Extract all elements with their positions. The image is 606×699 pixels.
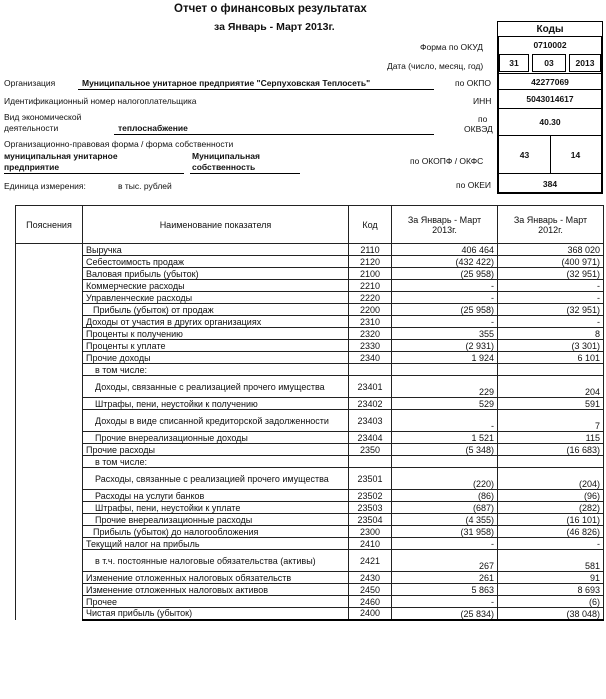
cell-note bbox=[16, 304, 83, 316]
cell-code: 2410 bbox=[349, 538, 392, 550]
cell-note bbox=[16, 538, 83, 550]
table-row bbox=[16, 538, 604, 550]
okud-value: 0710002 bbox=[533, 40, 567, 50]
cell-code: 2110 bbox=[349, 244, 392, 256]
table-row bbox=[16, 410, 604, 432]
cell-name: Штрафы, пени, неустойки к уплате bbox=[83, 502, 349, 514]
table-row bbox=[16, 572, 604, 584]
activity-label-2: деятельности bbox=[4, 123, 59, 133]
table-row bbox=[16, 328, 604, 340]
cell-note bbox=[16, 490, 83, 502]
cell-note bbox=[16, 514, 83, 526]
cell-note bbox=[16, 268, 83, 280]
cell-name: Изменение отложенных налоговых обязательств bbox=[83, 572, 349, 584]
table-row bbox=[16, 456, 604, 468]
table-row bbox=[16, 340, 604, 352]
cell-name: в т.ч. постоянные налоговые обязательства (активы) bbox=[83, 550, 349, 572]
cell-name: Штрафы, пени, неустойки к получению bbox=[83, 398, 349, 410]
table-row bbox=[16, 398, 604, 410]
cell-current: - bbox=[392, 280, 498, 292]
cell-previous: 8 bbox=[498, 328, 604, 340]
cell-previous: (400 971) bbox=[498, 256, 604, 268]
cell-note bbox=[16, 244, 83, 256]
cell-previous: (32 951) bbox=[498, 304, 604, 316]
org-label: Организация bbox=[4, 78, 56, 88]
cell-code: 23404 bbox=[349, 432, 392, 444]
cell-previous: (282) bbox=[498, 502, 604, 514]
okved-label-1: по bbox=[478, 114, 488, 124]
cell-previous: 8 693 bbox=[498, 584, 604, 596]
unit-value: в тыс. рублей bbox=[118, 181, 172, 191]
cell-current: 261 bbox=[392, 572, 498, 584]
cell-name: Прочие внереализационные расходы bbox=[83, 514, 349, 526]
cell-note bbox=[16, 526, 83, 538]
cell-previous: 591 bbox=[498, 398, 604, 410]
table-row bbox=[16, 502, 604, 514]
activity-label-1: Вид экономической bbox=[4, 112, 82, 122]
cell-previous: (6) bbox=[498, 596, 604, 608]
col-header-note: Пояснения bbox=[16, 206, 83, 244]
cell-previous: 368 020 bbox=[498, 244, 604, 256]
cell-name: в том числе: bbox=[83, 364, 349, 376]
cell-previous: 7 bbox=[498, 410, 604, 432]
cell-code: 2450 bbox=[349, 584, 392, 596]
cell-code: 23401 bbox=[349, 376, 392, 398]
cell-note bbox=[16, 292, 83, 304]
table-row bbox=[16, 444, 604, 456]
date-day: 31 bbox=[499, 54, 529, 72]
cell-note bbox=[16, 468, 83, 490]
cell-previous: 91 bbox=[498, 572, 604, 584]
cell-previous: (46 826) bbox=[498, 526, 604, 538]
table-row bbox=[16, 432, 604, 444]
cell-code: 2430 bbox=[349, 572, 392, 584]
legal-form-value-2: предприятие bbox=[4, 162, 60, 172]
cell-name: Прибыль (убыток) от продаж bbox=[83, 304, 349, 316]
cell-note bbox=[16, 340, 83, 352]
table-row bbox=[16, 280, 604, 292]
cell-name: в том числе: bbox=[83, 456, 349, 468]
okei-value: 384 bbox=[542, 179, 558, 189]
cell-current: (4 355) bbox=[392, 514, 498, 526]
cell-current: 267 bbox=[392, 550, 498, 572]
cell-note bbox=[16, 256, 83, 268]
cell-current: (25 834) bbox=[392, 608, 498, 620]
cell-previous: - bbox=[498, 292, 604, 304]
cell-current: 1 521 bbox=[392, 432, 498, 444]
okved-label-2: ОКВЭД bbox=[464, 124, 493, 134]
cell-name: Выручка bbox=[83, 244, 349, 256]
cell-code: 2400 bbox=[349, 608, 392, 620]
financial-results-table bbox=[15, 205, 604, 621]
cell-note bbox=[16, 444, 83, 456]
table-row bbox=[16, 596, 604, 608]
cell-name: Изменение отложенных налоговых активов bbox=[83, 584, 349, 596]
inn-label: ИНН bbox=[473, 96, 492, 106]
cell-note bbox=[16, 456, 83, 468]
cell-current: 355 bbox=[392, 328, 498, 340]
okopf-value: 43 bbox=[499, 136, 551, 174]
cell-current: - bbox=[392, 596, 498, 608]
table-row bbox=[16, 376, 604, 398]
cell-current: (220) bbox=[392, 468, 498, 490]
okopf-label: по ОКОПФ / ОКФС bbox=[410, 156, 484, 166]
cell-code: 23504 bbox=[349, 514, 392, 526]
ownership-value-2: собственность bbox=[192, 162, 256, 172]
table-row bbox=[16, 304, 604, 316]
cell-name: Прочие расходы bbox=[83, 444, 349, 456]
cell-code: 2460 bbox=[349, 596, 392, 608]
cell-code: 2210 bbox=[349, 280, 392, 292]
cell-code: 2120 bbox=[349, 256, 392, 268]
cell-note bbox=[16, 352, 83, 364]
cell-code: 23502 bbox=[349, 490, 392, 502]
date-month: 03 bbox=[532, 54, 566, 72]
cell-current: 1 924 bbox=[392, 352, 498, 364]
table-row bbox=[16, 468, 604, 490]
report-title: Отчет о финансовых результатах bbox=[174, 3, 367, 15]
okei-label: по ОКЕИ bbox=[456, 180, 492, 190]
cell-name: Валовая прибыль (убыток) bbox=[83, 268, 349, 280]
table-row bbox=[16, 514, 604, 526]
cell-code: 2330 bbox=[349, 340, 392, 352]
cell-name: Доходы от участия в других организациях bbox=[83, 316, 349, 328]
okpo-label: по ОКПО bbox=[455, 78, 491, 88]
cell-code: 23501 bbox=[349, 468, 392, 490]
cell-note bbox=[16, 376, 83, 398]
cell-note bbox=[16, 432, 83, 444]
cell-code: 2350 bbox=[349, 444, 392, 456]
cell-name: Проценты к получению bbox=[83, 328, 349, 340]
cell-current: (25 958) bbox=[392, 268, 498, 280]
cell-code: 2320 bbox=[349, 328, 392, 340]
legal-form-value-1: муниципальная унитарное bbox=[4, 151, 118, 161]
cell-previous: - bbox=[498, 280, 604, 292]
cell-code: 2220 bbox=[349, 292, 392, 304]
cell-current: 406 464 bbox=[392, 244, 498, 256]
cell-name: Проценты к уплате bbox=[83, 340, 349, 352]
table-row bbox=[16, 244, 604, 256]
cell-current: 529 bbox=[392, 398, 498, 410]
okfs-value: 14 bbox=[550, 136, 601, 174]
cell-code: 2421 bbox=[349, 550, 392, 572]
cell-code: 2200 bbox=[349, 304, 392, 316]
cell-name: Доходы в виде списанной кредиторской задолженности bbox=[83, 410, 349, 432]
cell-previous: (32 951) bbox=[498, 268, 604, 280]
cell-name: Коммерческие расходы bbox=[83, 280, 349, 292]
col-header-name: Наименование показателя bbox=[83, 206, 349, 244]
cell-previous bbox=[498, 364, 604, 376]
ownership-value-1: Муниципальная bbox=[192, 151, 260, 161]
cell-code: 2300 bbox=[349, 526, 392, 538]
table-row bbox=[16, 526, 604, 538]
cell-note bbox=[16, 316, 83, 328]
cell-current bbox=[392, 364, 498, 376]
okpo-value: 42277069 bbox=[499, 73, 601, 90]
date-label: Дата (число, месяц, год) bbox=[387, 61, 484, 71]
table-row bbox=[16, 292, 604, 304]
date-year: 2013 bbox=[569, 54, 601, 72]
cell-name: Прибыль (убыток) до налогообложения bbox=[83, 526, 349, 538]
cell-current: - bbox=[392, 538, 498, 550]
cell-note bbox=[16, 550, 83, 572]
table-row bbox=[16, 316, 604, 328]
cell-note bbox=[16, 410, 83, 432]
cell-current: (5 348) bbox=[392, 444, 498, 456]
cell-current: (31 958) bbox=[392, 526, 498, 538]
cell-name: Расходы, связанные с реализацией прочего имущества bbox=[83, 468, 349, 490]
cell-code: 23402 bbox=[349, 398, 392, 410]
cell-previous: (16 683) bbox=[498, 444, 604, 456]
cell-name: Расходы на услуги банков bbox=[83, 490, 349, 502]
cell-code: 23403 bbox=[349, 410, 392, 432]
cell-note bbox=[16, 596, 83, 608]
cell-current: - bbox=[392, 410, 498, 432]
inn-row-label: Идентификационный номер налогоплательщика bbox=[4, 96, 197, 106]
cell-name: Доходы, связанные с реализацией прочего имущества bbox=[83, 376, 349, 398]
table-row bbox=[16, 268, 604, 280]
cell-previous: (204) bbox=[498, 468, 604, 490]
cell-previous: 6 101 bbox=[498, 352, 604, 364]
activity-value: теплоснабжение bbox=[118, 123, 188, 133]
okved-value: 40.30 bbox=[499, 109, 601, 136]
cell-current: - bbox=[392, 316, 498, 328]
org-value: Муниципальное унитарное предприятие "Серпуховская Теплосеть" bbox=[82, 78, 371, 88]
col-header-code: Код bbox=[349, 206, 392, 244]
col-header-current: За Январь - Март 2013г. bbox=[392, 206, 498, 244]
cell-previous: (16 101) bbox=[498, 514, 604, 526]
cell-note bbox=[16, 608, 83, 620]
cell-current: 229 bbox=[392, 376, 498, 398]
cell-previous: (38 048) bbox=[498, 608, 604, 620]
cell-note bbox=[16, 280, 83, 292]
cell-note bbox=[16, 502, 83, 514]
cell-current: 5 863 bbox=[392, 584, 498, 596]
cell-previous: (96) bbox=[498, 490, 604, 502]
cell-current: (687) bbox=[392, 502, 498, 514]
cell-note bbox=[16, 328, 83, 340]
cell-current bbox=[392, 456, 498, 468]
cell-name: Управленческие расходы bbox=[83, 292, 349, 304]
table-row bbox=[16, 550, 604, 572]
cell-note bbox=[16, 584, 83, 596]
cell-current: - bbox=[392, 292, 498, 304]
inn-value: 5043014617 bbox=[499, 90, 601, 109]
cell-name: Прочие внереализационные доходы bbox=[83, 432, 349, 444]
cell-previous: - bbox=[498, 316, 604, 328]
okud-label: Форма по ОКУД bbox=[420, 42, 483, 52]
cell-previous: 581 bbox=[498, 550, 604, 572]
table-row bbox=[16, 352, 604, 364]
cell-note bbox=[16, 364, 83, 376]
cell-name: Себестоимость продаж bbox=[83, 256, 349, 268]
cell-name: Текущий налог на прибыль bbox=[83, 538, 349, 550]
cell-code: 2100 bbox=[349, 268, 392, 280]
cell-code bbox=[349, 364, 392, 376]
cell-previous: 115 bbox=[498, 432, 604, 444]
codes-header: Коды bbox=[497, 21, 603, 37]
table-row bbox=[16, 608, 604, 620]
cell-code: 23503 bbox=[349, 502, 392, 514]
report-period: за Январь - Март 2013г. bbox=[214, 21, 335, 33]
cell-name: Прочее bbox=[83, 596, 349, 608]
cell-current: (25 958) bbox=[392, 304, 498, 316]
cell-code: 2340 bbox=[349, 352, 392, 364]
cell-previous bbox=[498, 456, 604, 468]
table-row bbox=[16, 584, 604, 596]
cell-note bbox=[16, 572, 83, 584]
cell-current: (432 422) bbox=[392, 256, 498, 268]
cell-current: (86) bbox=[392, 490, 498, 502]
cell-note bbox=[16, 398, 83, 410]
cell-name: Прочие доходы bbox=[83, 352, 349, 364]
cell-code bbox=[349, 456, 392, 468]
legal-form-label: Организационно-правовая форма / форма собственности bbox=[4, 139, 234, 149]
unit-label: Единица измерения: bbox=[4, 181, 86, 191]
col-header-previous: За Январь - Март 2012г. bbox=[498, 206, 604, 244]
cell-previous: (3 301) bbox=[498, 340, 604, 352]
table-row bbox=[16, 490, 604, 502]
cell-code: 2310 bbox=[349, 316, 392, 328]
cell-name: Чистая прибыль (убыток) bbox=[83, 608, 349, 620]
cell-current: (2 931) bbox=[392, 340, 498, 352]
table-row bbox=[16, 256, 604, 268]
table-row bbox=[16, 364, 604, 376]
cell-previous: - bbox=[498, 538, 604, 550]
cell-previous: 204 bbox=[498, 376, 604, 398]
